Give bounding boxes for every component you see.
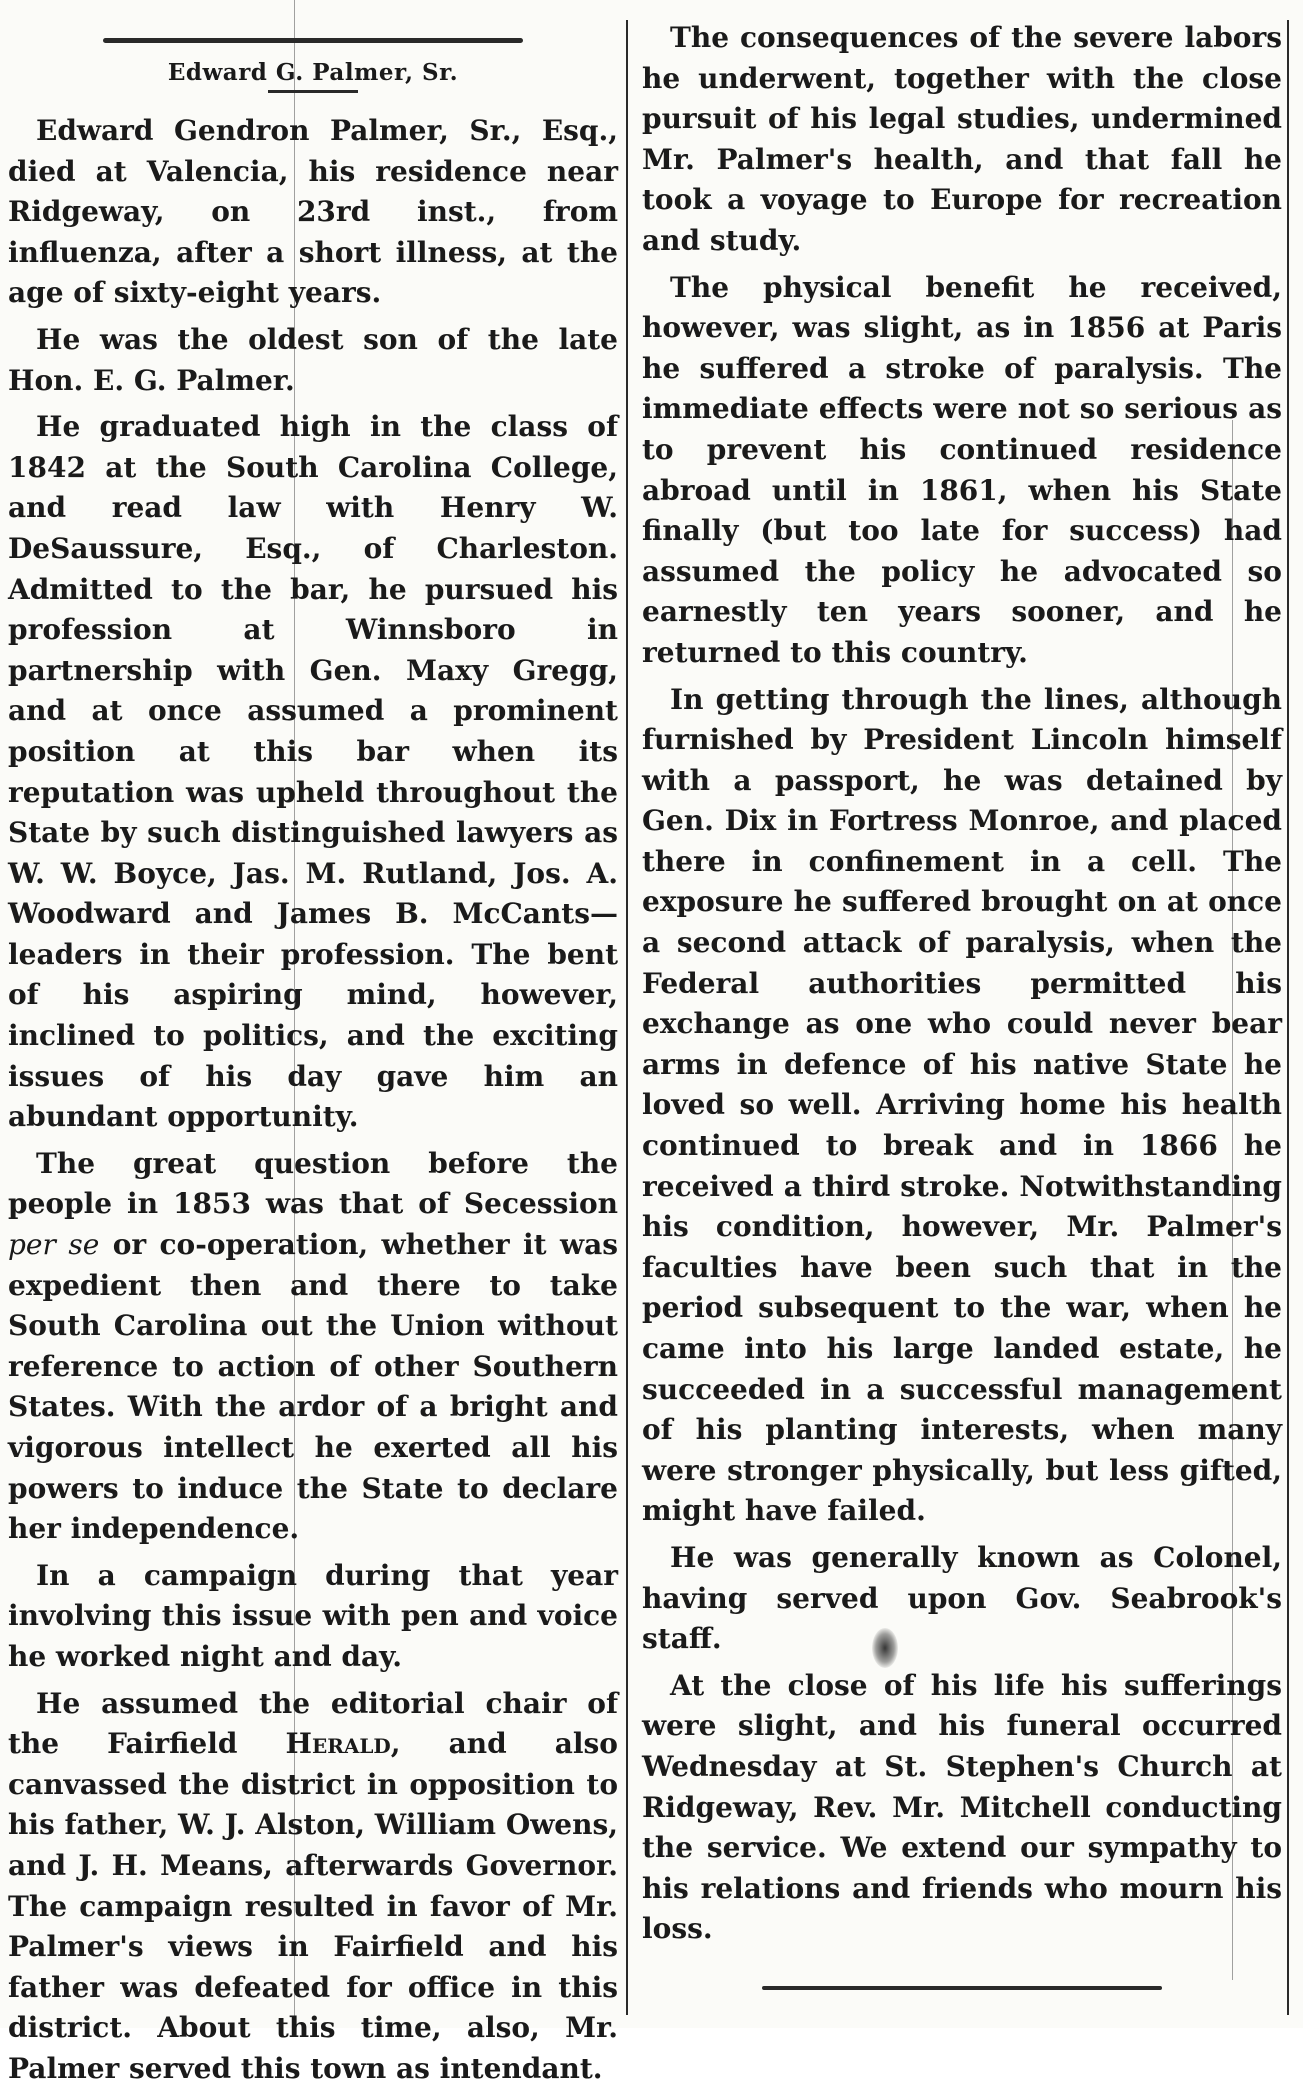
end-rule [762,1986,1162,1990]
herald-text-before: He assumed the editorial chair of the Fairfield [8,1686,618,1761]
paragraph-secession [8,1144,618,1550]
paragraph-campaign: In a campaign during that year involving this issue with pen and voice he worked night and day. [8,1558,618,1673]
secession-italic-phrase: per se [8,1228,100,1262]
paragraph-death-notice: Edward Gendron Palmer, Sr., Esq., died at Valencia, his residence near Ridgeway, on 23rd inst., from influenza, after a short illness, at the age of sixty-eight years. [8,114,618,310]
title-underline [268,90,358,93]
column-divider [626,20,628,2015]
paragraph-funeral: At the close of his life his sufferings were slight, and his funeral occurred Wednesday at St. Stephen's Church at Ridgeway, Rev. Mr. Mitchell conducting the service. We extend our sympathy to his relations and friends who mourn his loss. [642,1668,1282,1946]
article-title: Edward G. Palmer, Sr. [167,59,459,86]
left-column [8,18,618,2096]
paragraph-editorial [8,1684,618,2090]
secession-text-before: The great question before the people in 1853 was that of Secession [8,1146,618,1221]
paragraph-fortress-monroe: In getting through the lines, although furnished by President Lincoln himself with a passport, he was detained by Gen. Dix in Fortress Monroe, and placed there in confinement in a cell. The exposure he suffered brought on at once a second attack of paralysis, when the Federal authorities permitted his exchange as one who could never bear arms in defence of his native State he loved so well. Arriving home his health continued to break and in 1866 he received a third stroke. Notwithstanding his condition, however, Mr. Palmer's faculties have been such that in the period subsequent to the war, when he came into his large landed estate, he succeeded in a successful management of his planting interests, when many were stronger physically, but less gifted, might have failed. [642,682,1282,1528]
right-edge-rule [1287,20,1289,2015]
paragraph-health: The consequences of the severe labors he underwent, together with the close pursuit of his legal studies, undermined Mr. Palmer's health, and that fall he took a voyage to Europe for recreation and study. [642,21,1282,257]
paragraph-colonel: He was generally known as Colonel, having served upon Gov. Seabrook's staff. [642,1540,1282,1656]
paragraph-parentage: He was the oldest son of the late Hon. E. G. Palmer. [8,322,618,397]
herald-newspaper-name: Herald [285,1727,391,1761]
paragraph-paralysis: The physical benefit he received, however, was slight, as in 1856 at Paris he suffered a stroke of paralysis. The immediate effects were not so serious as to prevent his continued residence abroad until in 1861, when his State finally (but too late for success) had assumed the policy he advocated so earnestly ten years sooner, and he returned to this country. [642,270,1282,669]
header-rule [103,38,523,43]
right-column [642,18,1282,1990]
secession-text-after: or co-operation, whether it was expedient then and there to take South Carolina out the Union without reference to action of other Southern States. With the ardor of a bright and vigorous intellect he exerted all his powers to induce the State to declare her independence. [8,1228,618,1546]
herald-text-after: , and also canvassed the district in opposition to his father, W. J. Alston, William Owens, and J. H. Means, afterwards Governor. The campaign resulted in favor of Mr. Palmer's views in Fairfield and his father was defeated for office in this district. About this time, also, Mr. Palmer served this town as intendant. [8,1727,618,2085]
paragraph-education-career: He graduated high in the class of 1842 at the South Carolina College, and read law with Henry W. DeSaussure, Esq., of Charleston. Admitted to the bar, he pursued his profession at Winnsboro in partnership with Gen. Maxy Gregg, and at once assumed a prominent position at this bar when its reputation was upheld throughout the State by such distinguished lawyers as W. W. Boyce, Jas. M. Rutland, Jos. A. Woodward and James B. McCants—leaders in their profession. The bent of his aspiring mind, however, inclined to politics, and the exciting issues of his day gave him an abundant opportunity. [8,410,618,1134]
